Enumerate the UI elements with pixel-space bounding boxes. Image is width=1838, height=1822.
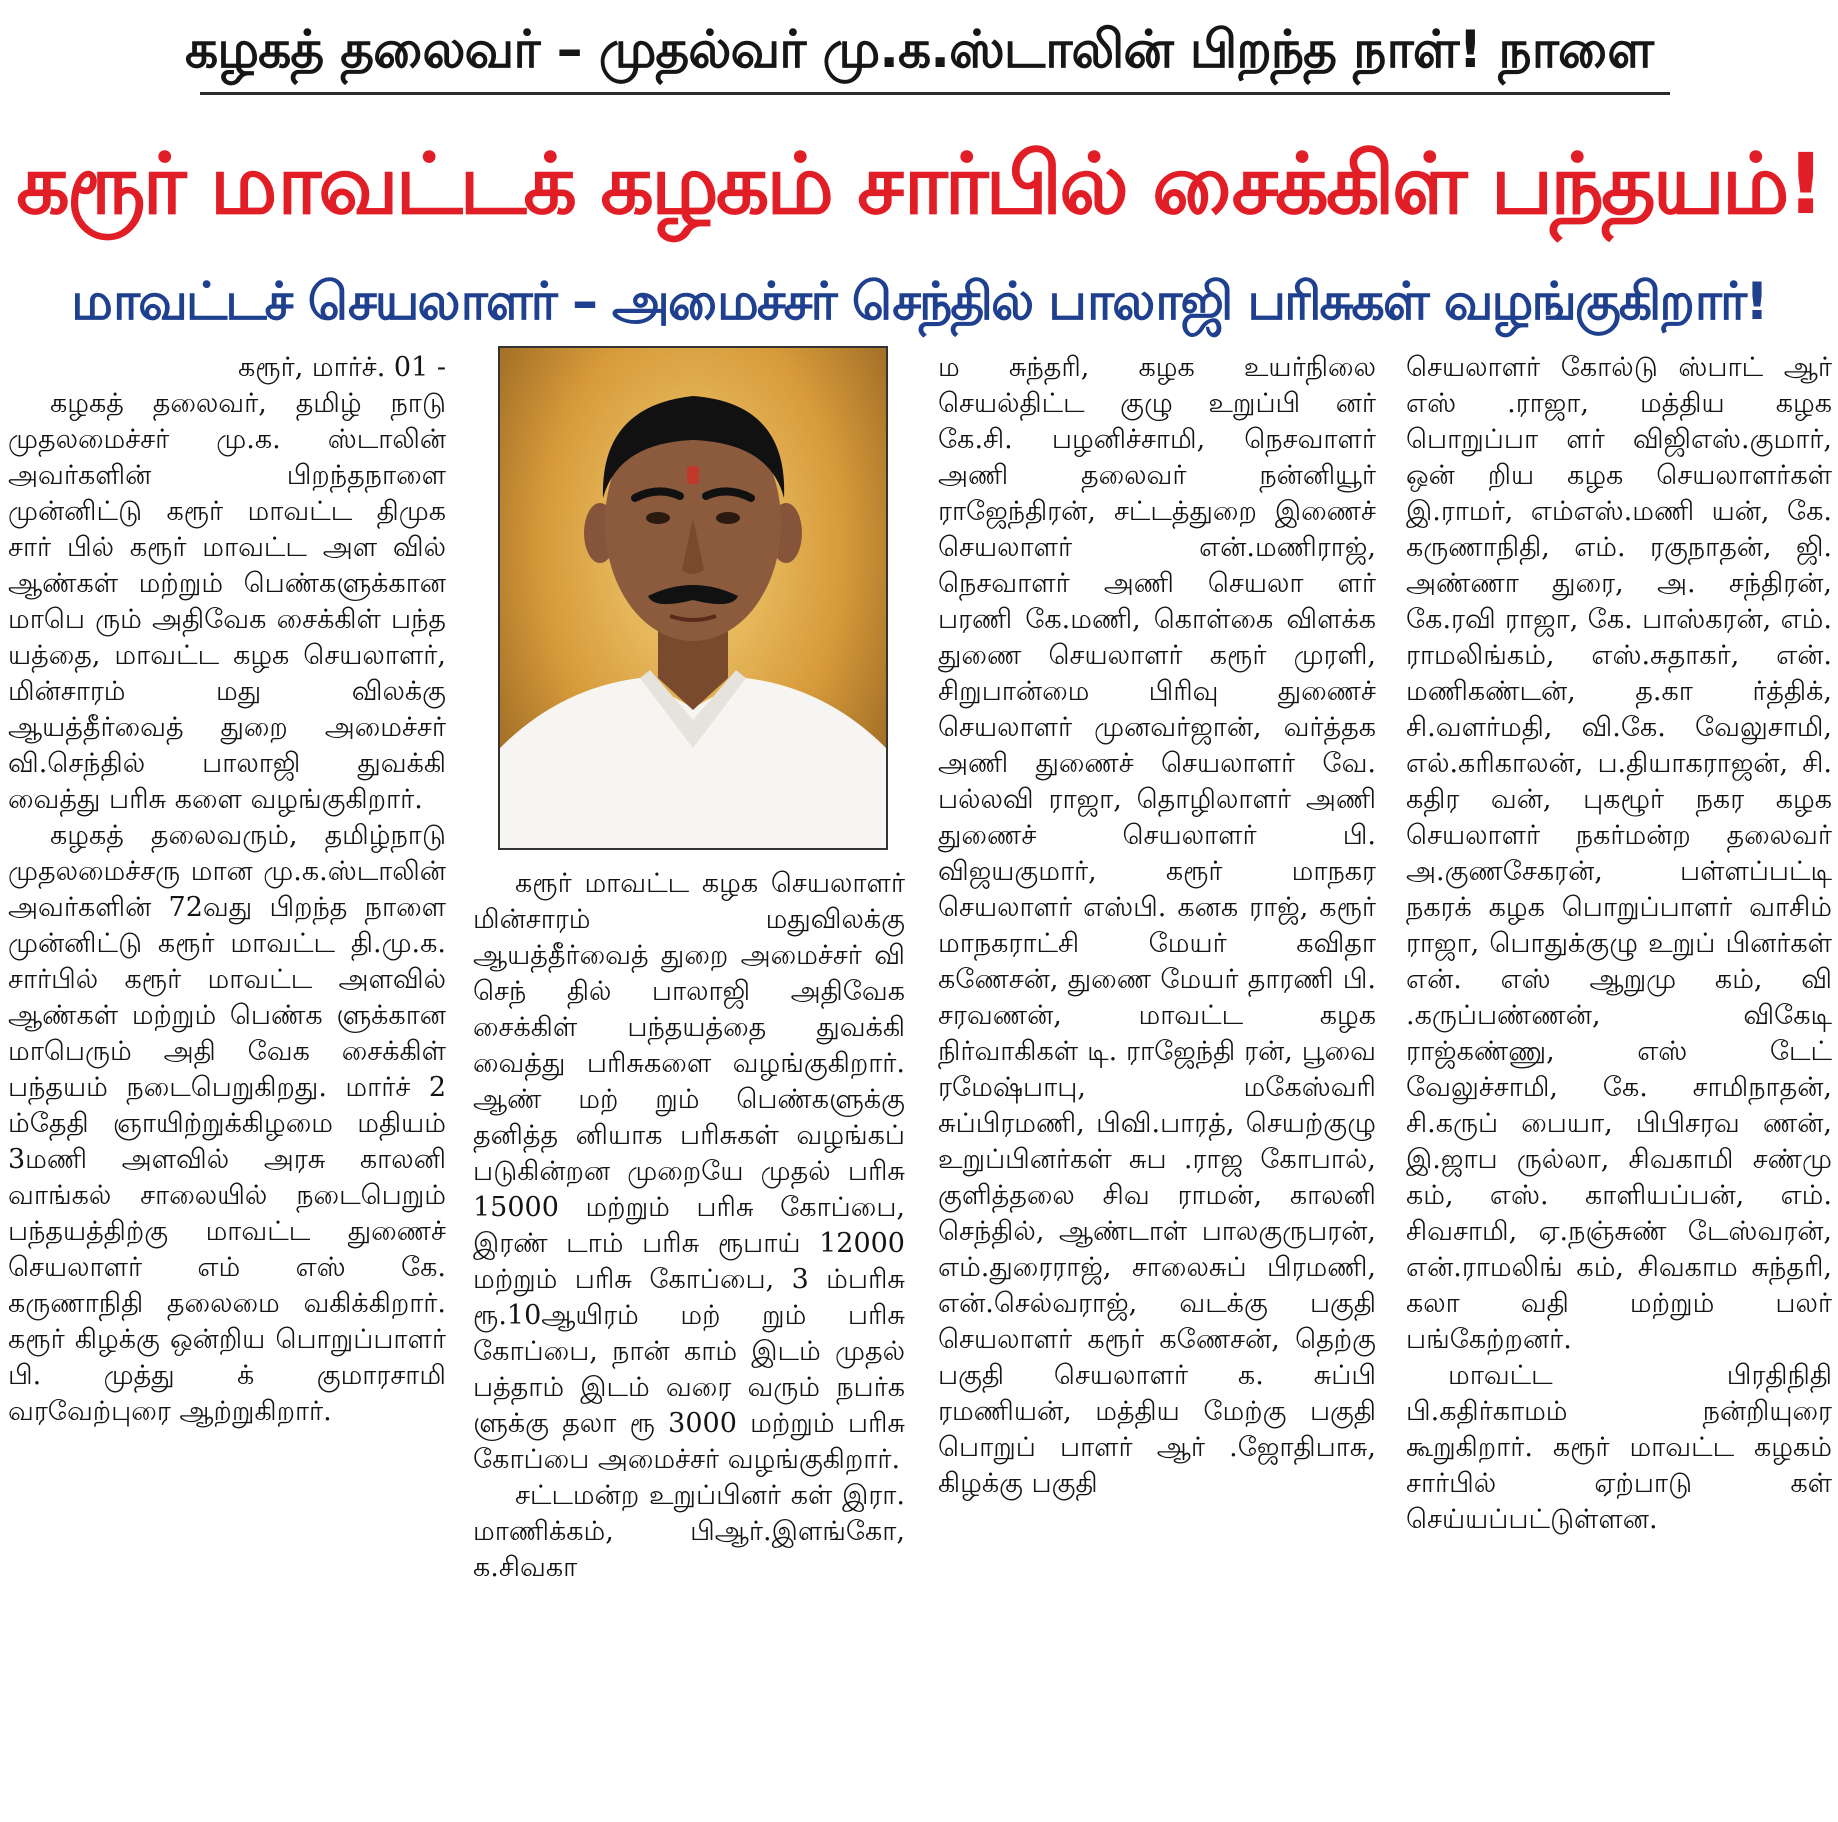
paragraph: கழகத் தலைவர், தமிழ் நாடு முதலமைச்சர் மு.க. ஸ்டாலின் அவர்களின் பிறந்தநாளை முன்னிட்டு கரூர் மாவட்ட திமுக சார் பில் கரூர் மாவட்ட அள வில் ஆண்கள் மற்றும் பெண்களுக்கான மாபெ ரும் அதிவேக சைக்கிள் பந்த யத்தை, மாவட்ட கழக செயலாளர், மின்சாரம் மது விலக்கு ஆயத்தீர்வைத் துறை அமைச்சர் வி.செந்தில் பாலாஜி துவக்கி வைத்து பரிசு களை வழங்குகிறார். [8, 388, 446, 815]
article-column-4 [1406, 350, 1832, 1818]
paragraph: கழகத் தலைவரும், தமிழ்நாடு முதலமைச்சரு மான மு.க.ஸ்டாலின் அவர்களின் 72வது பிறந்த நாளை முன்னிட்டு கரூர் மாவட்ட தி.மு.க. சார்பில் கரூர் மாவட்ட அளவில் ஆண்கள் மற்றும் பெண்க ளுக்கான மாபெரும் அதி வேக சைக்கிள் பந்தயம் நடைபெறுகிறது. மார்ச் 2 ம்தேதி ஞாயிற்றுக்கிழமை மதியம் 3மணி அளவில் அரசு காலனி வாங்கல் சாலையில் நடைபெறும் பந்தயத்திற்கு மாவட்ட துணைச் செயலாளர் எம் எஸ் கே. கருணாநிதி தலைமை வகிக்கிறார். கரூர் கிழக்கு ஒன்றிய பொறுப்பாளர் பி. முத்து க் குமாரசாமி வரவேற்புரை ஆற்றுகிறார். [8, 820, 446, 1427]
paragraph: ம சுந்தரி, கழக உயர்நிலை செயல்திட்ட குழு உறுப்பி னர் கே.சி. பழனிச்சாமி, நெசவாளர் அணி தலைவர் நன்னியூர் ராஜேந்திரன், சட்டத்துறை இணைச் செயலாளர் என்.மணிராஜ், நெசவாளர் அணி செயலா ளர் பரணி கே.மணி, கொள்கை விளக்க துணை செயலாளர் கரூர் முரளி, சிறுபான்மை பிரிவு துணைச் செயலாளர் முனவர்ஜான், வர்த்தக அணி துணைச் செயலாளர் வே. பல்லவி ராஜா, தொழிலாளர் அணி துணைச் செயலாளர் பி. விஜயகுமார், கரூர் மாநகர செயலாளர் எஸ்பி. கனக ராஜ், கரூர் மாநகராட்சி மேயர் கவிதா கணேசன், துணை மேயர் தாரணி பி. சரவணன், மாவட்ட கழக நிர்வாகிகள் டி. ராஜேந்தி ரன், பூவை ரமேஷ்பாபு, மகேஸ்வரி சுப்பிரமணி, பிவி.பாரத், செயற்குழு உறுப்பினர்கள் சுப .ராஜ கோபால், குளித்தலை சிவ ராமன், காலனி செந்தில், ஆண்டாள் பாலகுருபரன், எம்.துரைராஜ், சாலைசுப் பிரமணி, என்.செல்வராஜ், வடக்கு பகுதி செயலாளர் கரூர் கணேசன், தெற்கு பகுதி செயலாளர் க. சுப்பி ரமணியன், மத்திய மேற்கு பகுதி பொறுப் பாளர் ஆர் .ஜோதிபாசு, கிழக்கு பகுதி [938, 352, 1376, 1499]
main-headline: கரூர் மாவட்டக் கழகம் சார்பில் சைக்கிள் பந்தயம்! [16, 135, 1822, 233]
paragraph: கரூர் மாவட்ட கழக செயலாளர் மின்சாரம் மதுவிலக்கு ஆயத்தீர்வைத் துறை அமைச்சர் வி செந் தில் பாலாஜி அதிவேக சைக்கிள் பந்தயத்தை துவக்கி வைத்து பரிசுகளை வழங்குகிறார். ஆண் மற் றும் பெண்களுக்கு தனித்த னியாக பரிசுகள் வழங்கப் படுகின்றன முறையே முதல் பரிசு 15000 மற்றும் பரிசு கோப்பை, இரண் டாம் பரிசு ரூபாய் 12000 மற்றும் பரிசு கோப்பை, 3 ம்பரிசு ரூ.10ஆயிரம் மற் றும் பரிசு கோப்பை, நான் காம் இடம் முதல் பத்தாம் இடம் வரை வரும் நபர்க ளுக்கு தலா ரூ 3000 மற்றும் பரிசு கோப்பை அமைச்சர் வழங்குகிறார். [473, 868, 905, 1475]
article-column-3 [938, 350, 1376, 1818]
kicker-divider [200, 92, 1670, 95]
paragraph: சட்டமன்ற உறுப்பினர் கள் இரா. மாணிக்கம், பிஆர்.இளங்கோ, க.சிவகா [473, 1480, 905, 1583]
paragraph: மாவட்ட பிரதிநிதி பி.கதிர்காமம் நன்றியுரை கூறுகிறார். கரூர் மாவட்ட கழகம் சார்பில் ஏற்பாடு கள் செய்யப்பட்டுள்ளன. [1406, 1360, 1832, 1535]
sub-headline: மாவட்டச் செயலாளர் – அமைச்சர் செந்தில் பாலாஜி பரிசுகள் வழங்குகிறார்! [71, 272, 1767, 332]
kicker-headline: கழகத் தலைவர் – முதல்வர் மு.க.ஸ்டாலின் பிறந்த நாள்! நாளை [184, 20, 1654, 80]
minister-portrait-photo [498, 346, 888, 850]
dateline: கரூர், மார்ச். 01 - [238, 352, 446, 383]
article-column-2 [473, 866, 905, 1818]
paragraph: செயலாளர் கோல்டு ஸ்பாட் ஆர் எஸ் .ராஜா, மத்திய கழக பொறுப்பா ளர் விஜிஎஸ்.குமார், ஒன் றிய கழக செயலாளர்கள் இ.ராமர், எம்எஸ்.மணி யன், கே. கருணாநிதி, எம். ரகுநாதன், ஜி. அண்ணா துரை, அ. சந்திரன், கே.ரவி ராஜா, கே. பாஸ்கரன், எம். ராமலிங்கம், எஸ்.சுதாகர், என். மணிகண்டன், த.கா ர்த்திக், சி.வளர்மதி, வி.கே. வேலுசாமி, எல்.கரிகாலன், ப.தியாகராஜன், சி. கதிர வன், புகழூர் நகர கழக செயலாளர் நகர்மன்ற தலைவர் அ.குணசேகரன், பள்ளப்பட்டி நகரக் கழக பொறுப்பாளர் வாசிம் ராஜா, பொதுக்குழு உறுப் பினர்கள் என். எஸ் ஆறுமு கம், வி .கருப்பண்ணன், விகேடி ராஜ்கண்ணு, எஸ் டேட் வேலுச்சாமி, கே. சாமிநாதன், சி.கருப் பையா, பிபிசரவ ணன், இ.ஜாப ருல்லா, சிவகாமி சண்மு கம், எஸ். காளியப்பன், எம். சிவசாமி, ஏ.நஞ்சுண் டேஸ்வரன், என்.ராமலிங் கம், சிவகாம சுந்தரி, கலா வதி மற்றும் பலர் பங்கேற்றனர். [1406, 352, 1832, 1355]
article-column-1 [8, 350, 446, 1818]
portrait-illustration [500, 348, 886, 848]
